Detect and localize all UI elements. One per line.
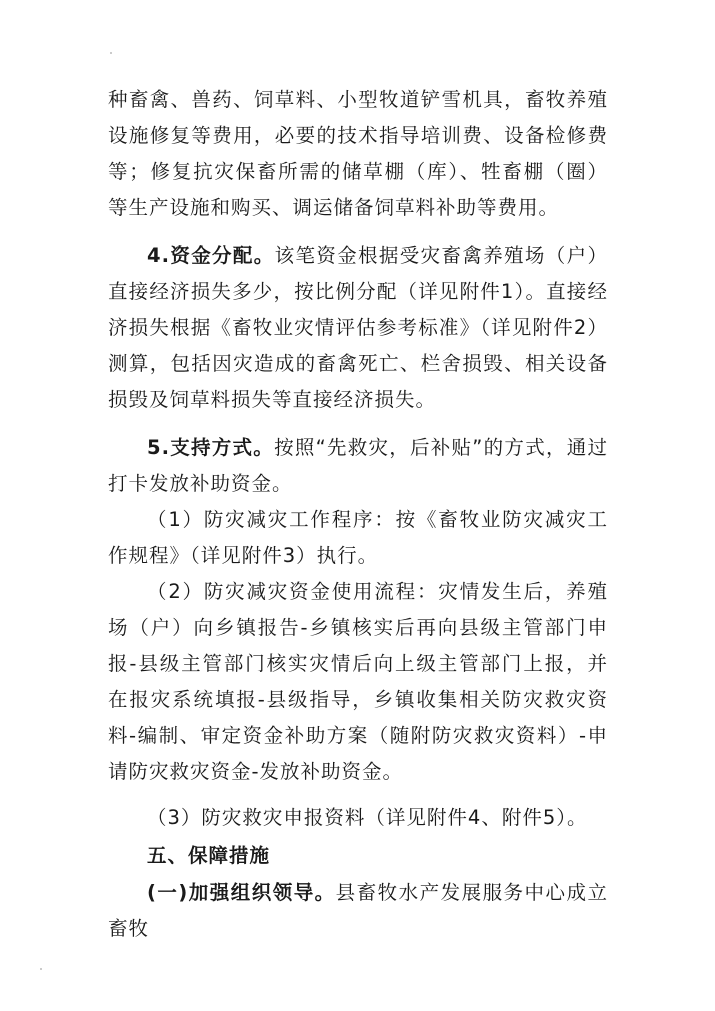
paragraph-fund-flow: （2）防灾减灾资金使用流程：灾情发生后，养殖场（户）向乡镇报告-乡镇核实后再向县级主管部门申报-县级主管部门核实灾情后向上级主管部门上报，并在报灾系统填报-县级指导，乡镇收集相关防灾救灾资料-编制、审定资金补助方案（随附防灾救灾资料）-申请防灾救灾资金-发放补助资金。 xyxy=(108,580,608,783)
scan-speck xyxy=(40,968,42,970)
scan-speck xyxy=(110,52,112,54)
paragraph-application-materials: （3）防灾救灾申报资料（详见附件4、附件5）。 xyxy=(147,806,588,829)
fund-allocation-body: 该笔资金根据受灾畜禽养殖场（户）直接经济损失多少，按比例分配（详见附件1）。直接经济损失根据《畜牧业灾情评估参考标准》（详见附件2）测算，包括因灾造成的畜禽死亡、栏舍损毁、相关设备损毁及饲草料损失等直接经济损失。 xyxy=(108,244,608,411)
paragraph-organization xyxy=(108,875,608,947)
support-method-body: 按照“先救灾，后补贴”的方式，通过打卡发放补助资金。 xyxy=(108,436,608,495)
paragraph-funding-scope: 种畜禽、兽药、饲草料、小型牧道铲雪机具，畜牧养殖设施修复等费用，必要的技术指导培训费、设备检修费等；修复抗灾保畜所需的储草棚（库）、牲畜棚（圈）等生产设施和购买、调运储备饲草料补助等费用。 xyxy=(108,88,608,219)
fund-allocation-title: 4.资金分配。 xyxy=(147,244,275,267)
support-method-title: 5.支持方式。 xyxy=(147,436,275,459)
paragraph-procedure: （1）防灾减灾工作程序：按《畜牧业防灾减灾工作规程》（详见附件3）执行。 xyxy=(108,508,608,567)
organization-title: (一)加强组织领导。 xyxy=(147,881,336,904)
paragraph-fund-allocation xyxy=(108,238,608,418)
organization-body: 县畜牧水产发展服务中心成立畜牧 xyxy=(108,881,608,940)
paragraph-support-method xyxy=(108,430,608,502)
section-heading: 五、保障措施 xyxy=(147,844,271,867)
